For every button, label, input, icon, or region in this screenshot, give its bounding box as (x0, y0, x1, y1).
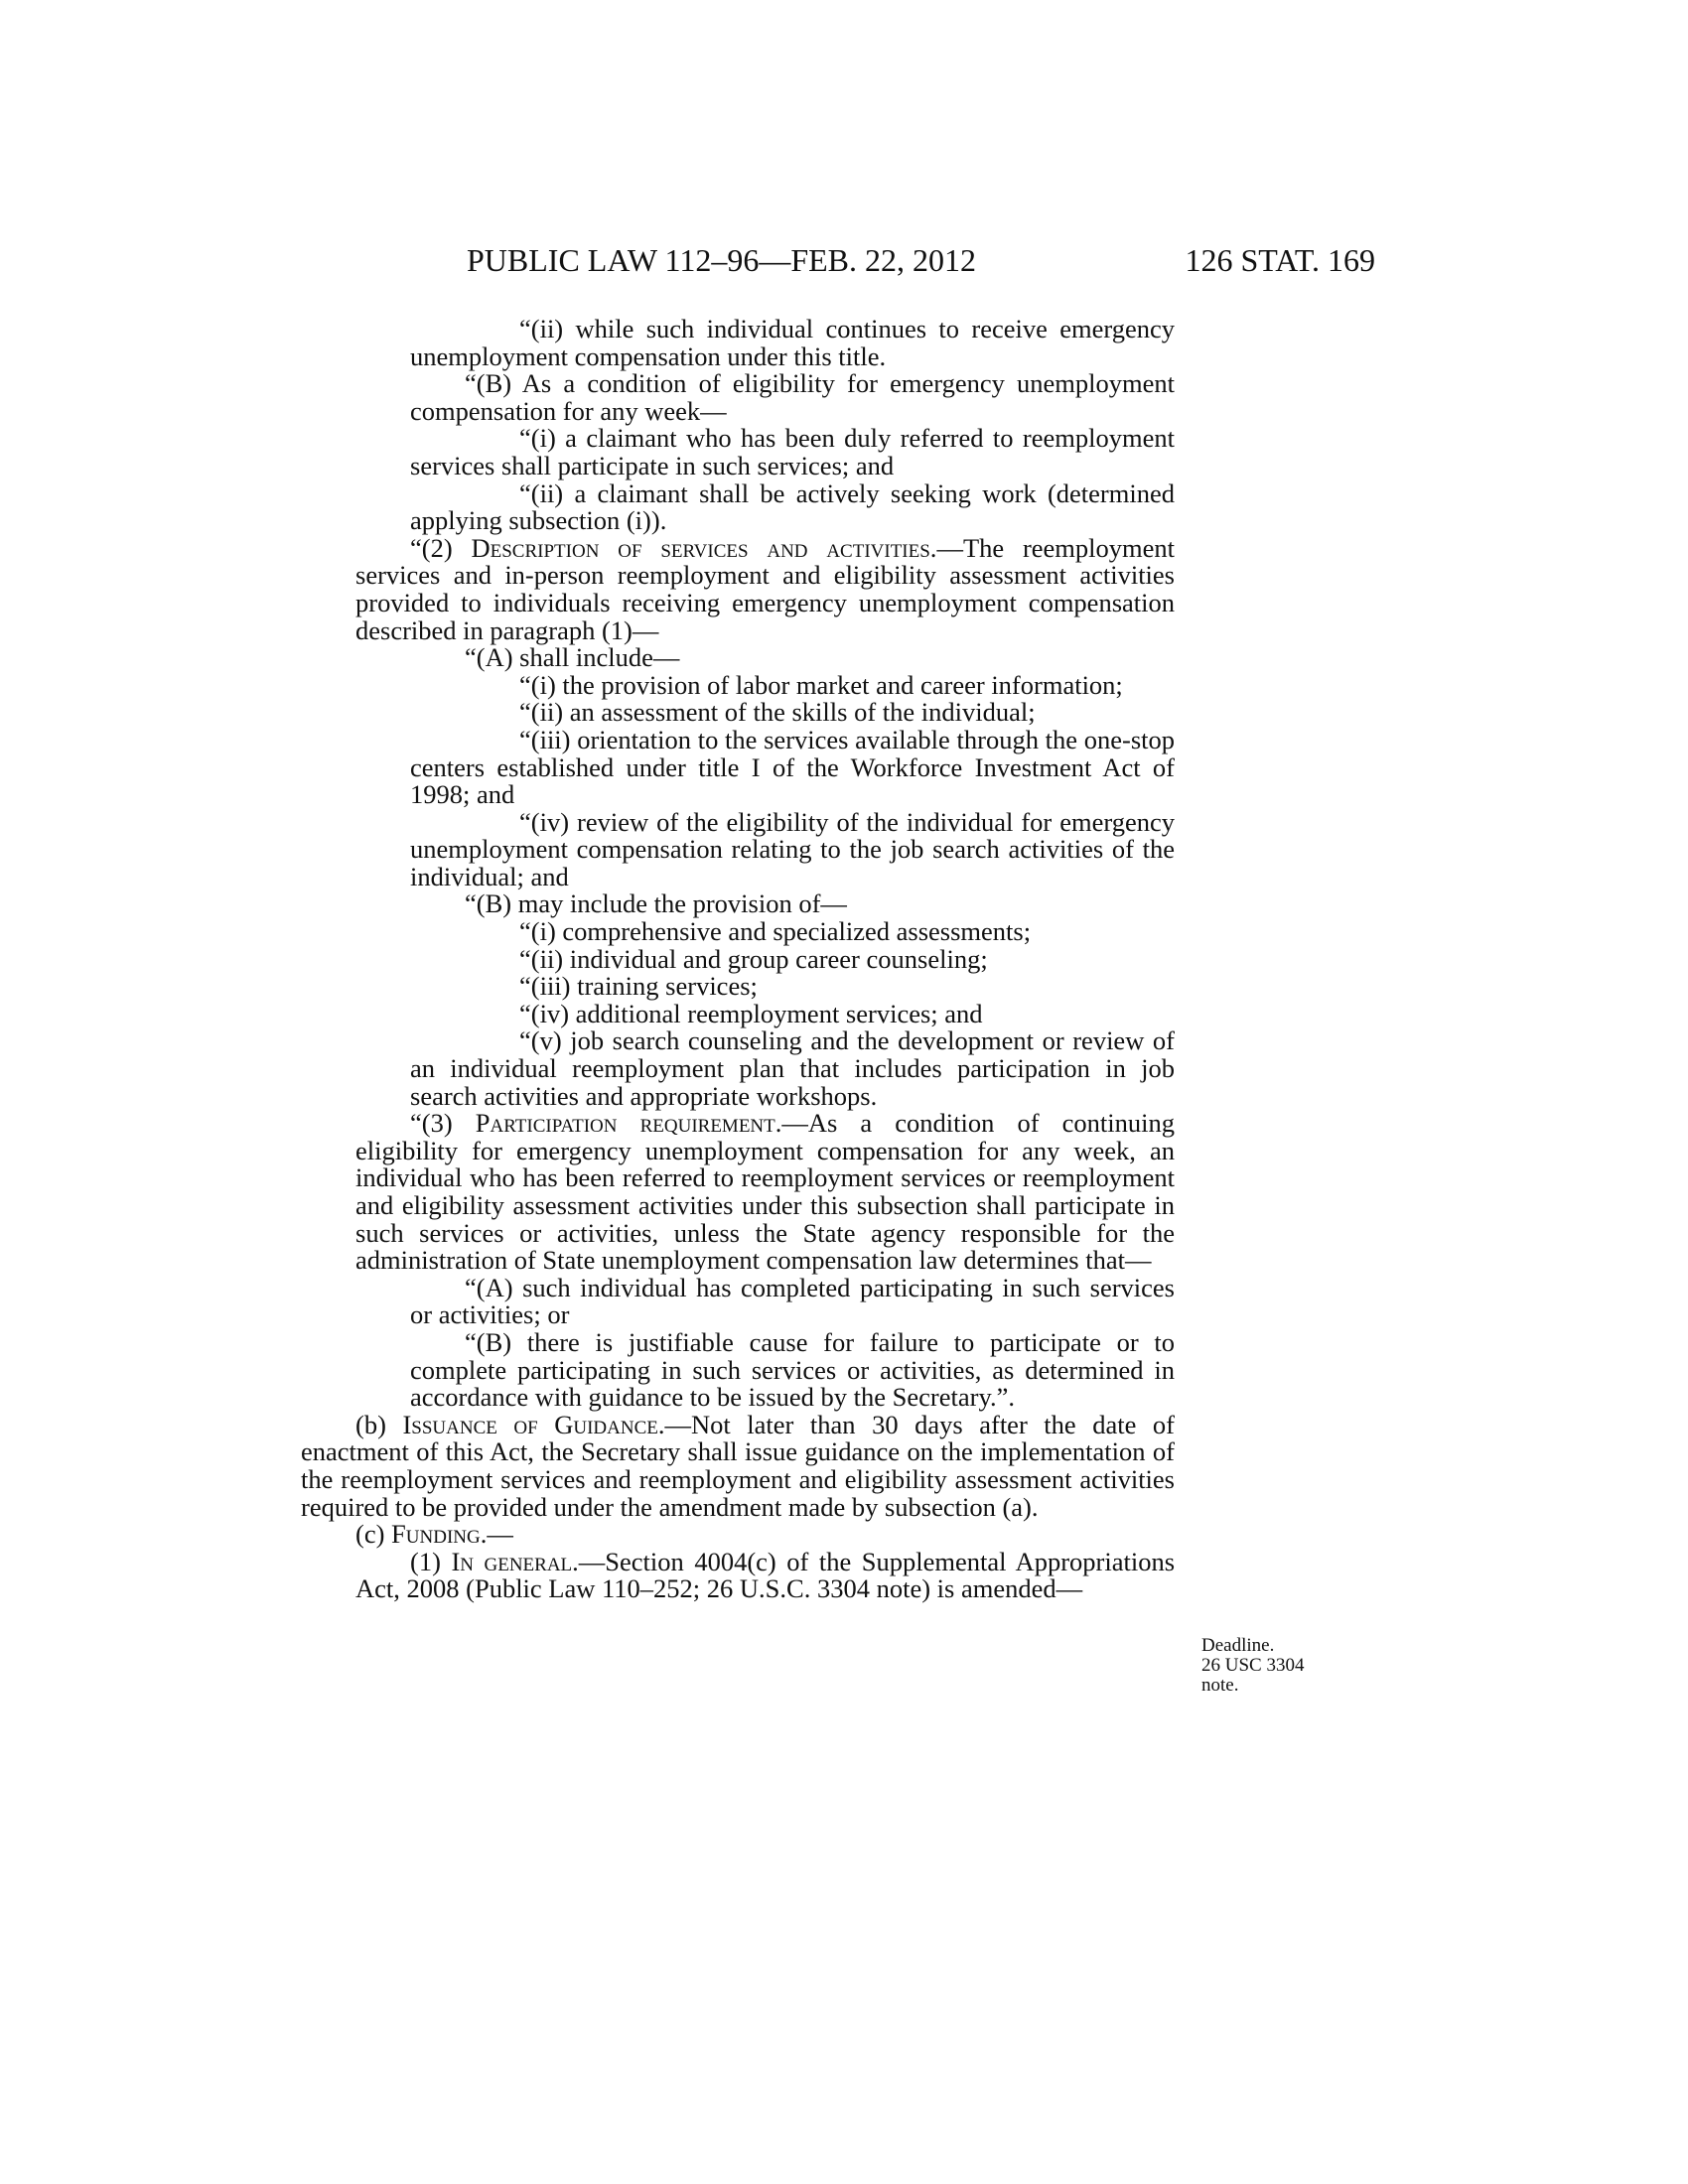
page-header (467, 240, 1375, 280)
paragraph-text: —As a condition of continuing eligibility for emergency unemployment compensation for any week, an individual who has been referred to reemployment services or reemployment and eligibility assessment activities under this subsection shall participate in such services or activities, unless the State agency responsible for the administration of State unemployment compensation law determines that— (355, 1108, 1175, 1276)
paragraph-text: “(B) As a condition of eligibility for emergency unemployment compensation for any week— (410, 368, 1175, 426)
statute-paragraph (301, 425, 1175, 479)
statute-paragraph (301, 1409, 1175, 1522)
paragraph-designation: (b) (355, 1409, 403, 1439)
paragraph-text: —Not later than 30 days after the date of enactment of this Act, the Secretary shall issue guidance on the implementation of the reemployment services and reemployment and eligibility assessment activities required to be provided under the amendment made by subsection (a). (301, 1409, 1175, 1522)
statute-paragraph (301, 1110, 1175, 1275)
paragraph-designation: (c) (355, 1519, 392, 1550)
paragraph-text: “(ii) while such individual continues to receive emergency unemployment compensation under this title. (410, 314, 1175, 371)
paragraph-text: “(i) a claimant who has been duly referred to reemployment services shall participate in such services; and (410, 423, 1175, 480)
paragraph-text: “(iii) orientation to the services available through the one-stop centers established under title I of the Workforce Investment Act of 1998; and (410, 724, 1175, 810)
header-page-number: 126 STAT. 169 (1185, 242, 1375, 278)
paragraph-text: “(ii) a claimant shall be actively seeking work (determined applying subsection (i)). (410, 478, 1175, 536)
paragraph-text: “(i) the provision of labor market and career information; (519, 669, 1123, 700)
paragraph-text: “(B) there is justifiable cause for failure to participate or to complete participating in such services or activities, as determined in accordance with guidance to be issued by the Secretary.”. (410, 1326, 1175, 1413)
margin-note (1201, 1636, 1350, 1696)
statute-paragraph (301, 699, 1175, 727)
paragraph-designation: “(2) (410, 532, 472, 563)
margin-note-line: note. (1201, 1675, 1239, 1696)
statute-paragraph (301, 1027, 1175, 1110)
statute-paragraph (301, 1272, 1175, 1330)
paragraph-text: “(A) such individual has completed participating in such services or activities; or (410, 1272, 1175, 1330)
paragraph-heading: Funding. (391, 1519, 488, 1550)
paragraph-text: “(iv) additional reemployment services; and (519, 998, 983, 1028)
statute-paragraph (301, 890, 1175, 918)
margin-note-line: Deadline. (1201, 1635, 1275, 1656)
statute-paragraph (301, 316, 1175, 370)
paragraph-heading: In general. (451, 1546, 579, 1576)
statute-paragraph (301, 370, 1175, 425)
statute-paragraph (301, 1326, 1175, 1413)
paragraph-designation: (1) (410, 1546, 452, 1576)
paragraph-text: “(v) job search counseling and the development or review of an individual reemployment plan that includes participation in job search activities and appropriate workshops. (410, 1025, 1175, 1111)
paragraph-text: —The reemployment services and in-person reemployment and eligibility assessment activities provided to individuals receiving emergency unemployment compensation described in paragraph (1)— (355, 532, 1176, 645)
paragraph-heading: Participation requirement. (475, 1108, 782, 1139)
paragraph-text: —Section 4004(c) of the Supplemental Appropriations Act, 2008 (Public Law 110–252; 26 U.S.C. 3304 note) is amended— (355, 1546, 1176, 1604)
statute-paragraph (301, 532, 1176, 645)
statute-body (301, 316, 1175, 1603)
margin-note-line: 26 USC 3304 (1201, 1655, 1305, 1676)
paragraph-text: “(ii) individual and group career counseling; (519, 943, 988, 974)
statute-paragraph (301, 806, 1175, 891)
paragraph-text: “(ii) an assessment of the skills of the individual; (519, 697, 1036, 728)
statute-paragraph (301, 918, 1175, 946)
paragraph-text: “(iv) review of the eligibility of the individual for emergency unemployment compensation relating to the job search activities of the individual; and (410, 806, 1175, 891)
paragraph-text: — (487, 1519, 513, 1550)
paragraph-text: “(B) may include the provision of— (465, 888, 847, 919)
paragraph-text: “(i) comprehensive and specialized assessments; (519, 916, 1032, 947)
paragraph-text: “(A) shall include— (465, 642, 680, 673)
statute-paragraph (301, 1521, 1175, 1549)
statute-paragraph (301, 973, 1175, 1001)
paragraph-heading: Description of services and activities. (471, 532, 937, 563)
statute-paragraph (301, 943, 1175, 974)
statute-paragraph (301, 644, 1175, 672)
statute-paragraph (301, 669, 1175, 700)
statute-paragraph (301, 1546, 1176, 1604)
paragraph-heading: Issuance of Guidance. (402, 1409, 665, 1439)
paragraph-designation: “(3) (410, 1108, 476, 1139)
header-citation: PUBLIC LAW 112–96—FEB. 22, 2012 (467, 242, 977, 278)
statute-paragraph (301, 480, 1175, 535)
statute-paragraph (301, 998, 1175, 1028)
paragraph-text: “(iii) training services; (519, 971, 758, 1002)
statute-paragraph (301, 724, 1175, 810)
